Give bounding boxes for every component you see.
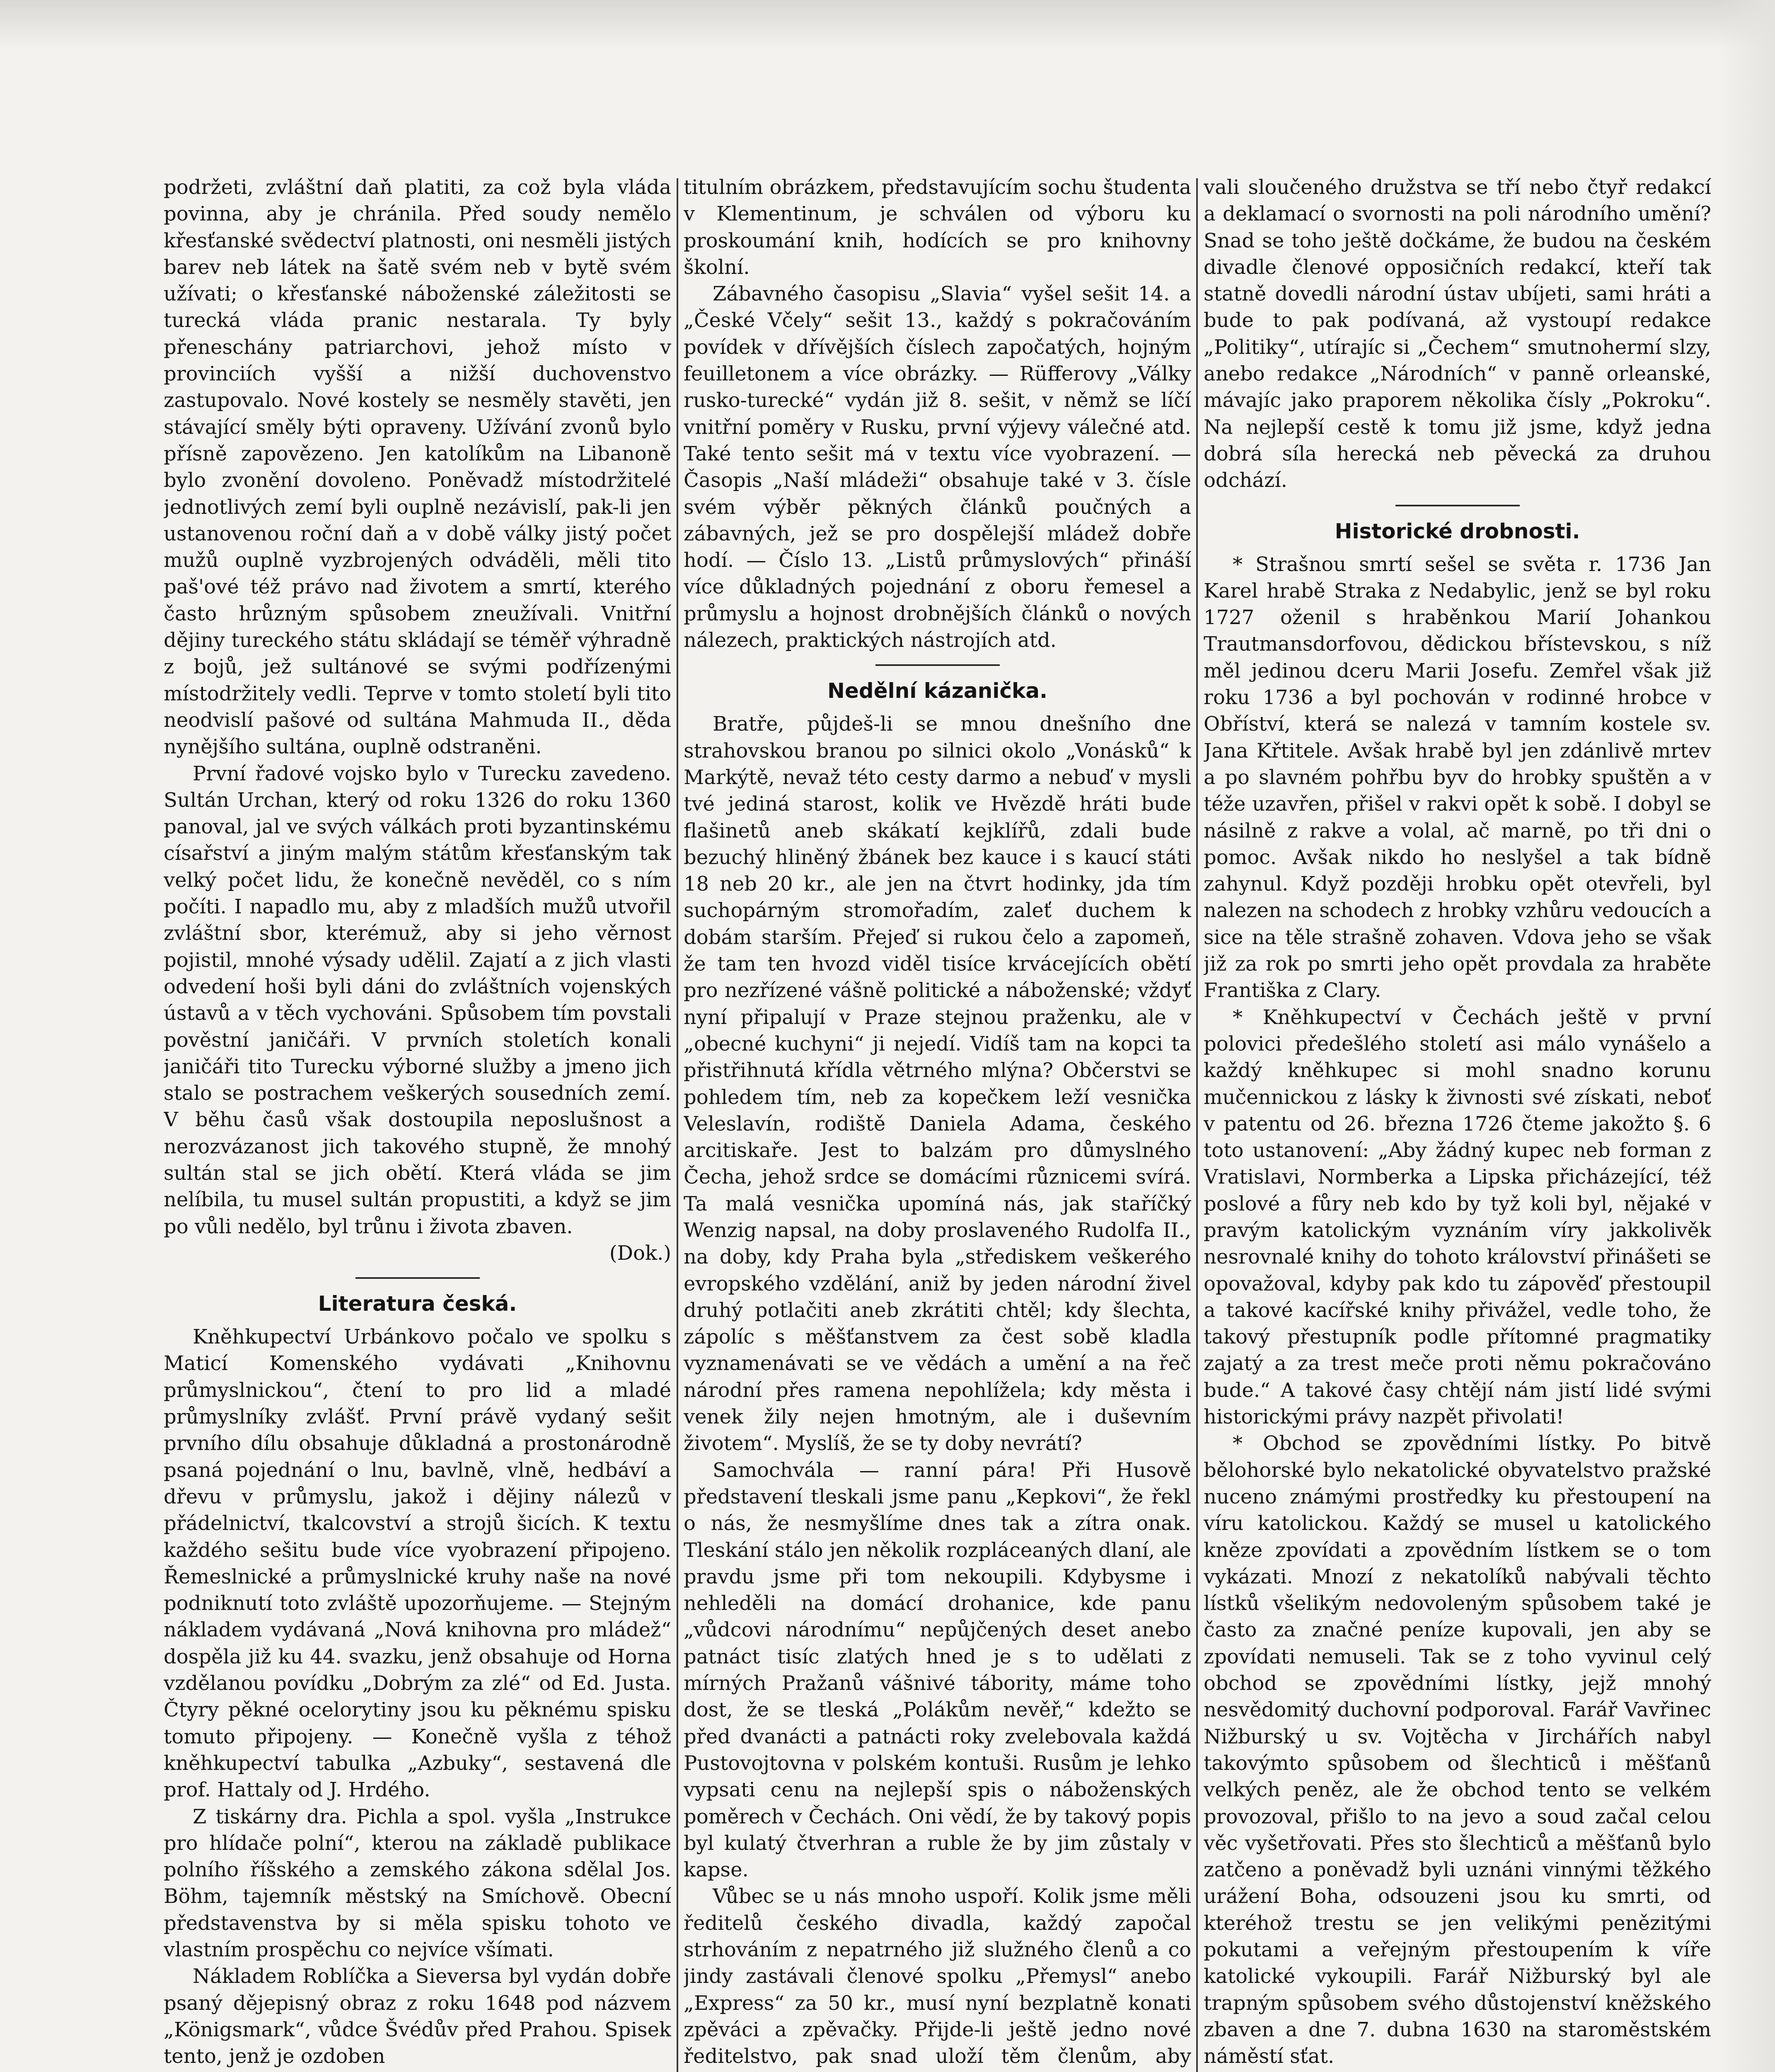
col1-paragraph-1: podržeti, zvláštní daň platiti, za což byla vláda povinna, aby je chránila. Před soudy nemělo křesťanské svědectví platnosti, oni nesměli jistých barev neb látek na šatě svém neb v bytě svém užívati; o křesťanské náboženské záležitosti se turecká vláda pranic nestarala. Ty byly přeneschány patriarchovi, jehož místo v provinciích vyšší a nižší duchovenstvo zastupovalo. Nové kostely se nesměly stavěti, jen stávající směly býti opraveny. Užívání zvonů bylo přísně zapovězeno. Jen katolíkům na Libanoně bylo zvonění dovoleno. Poněvadž místodržitelé jednotlivých zemí byli ouplně nezávislí, pak-li jen ustanovenou roční daň a v době války jistý počet mužů ouplně vyzbrojených odváděli, měli tito paš'ové též právo nad životem a smrtí, kterého často hrůzným spůsobem zneužívali. Vnitřní dějiny tureckého státu skládají se téměř výhradně z bojů, jež sultánové se svými podřízenými místodržitely vedli. Teprve v tomto století byli tito neodvislí pašové od sultána Mahmuda II., děda nynějšího sultána, ouplně odstraněni.	[164, 176, 671, 759]
scan-top-shadow	[0, 0, 1775, 50]
col3-paragraph-1: vali sloučeného družstva se tří nebo čtyř redakcí a deklamací o svornosti na poli národního umění? Snad se toho ještě dočkáme, že budou na českém divadle členové opposičních redakcí, kteří tak statně dovedli národní ústav ubíjeti, sami hráti a bude to pak podívaná, až vystoupí redakce „Politiky“, utírajíc si „Čechem“ smutnohermí slzy, anebo redakce „Národních“ v panně orleanské, mávajíc jako praporem několika čísly „Pokroku“. Na nejlepší cestě k tomu již jsme, když jedna dobrá síla herecká neb pěvecká za druhou odchází.	[1204, 176, 1711, 492]
section-divider	[355, 1277, 480, 1279]
scan-right-shadow	[1717, 0, 1775, 2072]
col2-paragraph-3: Bratře, půjdeš-li se mnou dnešního dne strahovskou branou po silnici okolo „Vonásků“ k Markýtě, nevaž této cesty darmo a nebuď v mysli tvé jediná starost, kolik ve Hvězdě hráti bude flašinetů aneb skákatí kejklířů, zdali bude bezuchý hliněný žbánek bez kauce i s kaucí státi 18 neb 20 kr., ale jen na čtvrt hodinky, jda tím suchopárným stromořadím, zaleť duchem k dobám starším. Přejeď si rukou čelo a zapomeň, že tam ten hvozd viděl tisíce krvácejících obětí pro nezřízené vášně politické a náboženské; vždyť nyní připalují v Praze stejnou praženku, ale v „obecné kuchyni“ ji nejedí. Vidíš tam na kopci ta přistřihnutá křídla větrného mlýna? Občerstvi se pohledem tím, neb za kopečkem leží vesnička Veleslavín, rodiště Daniela Adama, českého arcitiskaře. Jest to balzám pro důmyslného Čecha, jehož srdce se domácími různicemi svírá. Ta malá vesnička upomíná nás, jak staříčký Wenzig napsal, na doby proslaveného Rudolfa II., na doby, kdy Praha byla „střediskem veškerého evropského vzdělání, aniž by jeden národní živel druhý potlačiti aneb zkrátiti chtěl; kdy šlechta, zápolíc s měšťanstvem za čest sobě kladla vyznamenávati se ve vědách a umění a na řeč národní přes ramena nepohlížela; kdy města i venek žily nejen hmotným, ale i duševním životem“. Myslíš, že se ty doby nevrátí?	[684, 712, 1191, 1455]
column-3	[1204, 174, 1711, 2072]
section-heading-drobnosti: Historické drobnosti.	[1335, 519, 1580, 543]
section-heading-literatura: Literatura česká.	[318, 1292, 517, 1316]
newspaper-page	[164, 166, 1711, 2072]
col2-paragraph-1: titulním obrázkem, představujícím sochu študenta v Klementinum, je schválen od výboru ku proskoumání knih, hodících se pro knihovny školní.	[684, 176, 1191, 279]
section-divider	[1395, 505, 1520, 506]
col2-paragraph-2: Zábavného časopisu „Slavia“ vyšel sešit 14. a „České Včely“ sešit 13., každý s pokračováním povídek v dřívějších číslech započatých, hojným feuilletonem a více obrázky. — Rüfferovy „Války rusko-turecké“ vydán již 8. sešit, v němž se líčí vnitřní poměry v Rusku, první výjevy válečné atd. Také tento sešit má v textu více vyobrazení. — Časopis „Naší mládeži“ obsahuje také v 3. čísle svém výběr pěkných článků poučných a zábavných, jež se pro dospělejší mládež dobře hodí. — Číslo 13. „Listů průmyslových“ přináší více důkladných pojednání z oboru řemesel a průmyslu a hojnost drobnějších článků o nových nálezech, praktických nástrojích atd.	[684, 282, 1191, 652]
col1-paragraph-2: První řadové vojsko bylo v Turecku zavedeno. Sultán Urchan, který od roku 1326 do roku 1360 panoval, jal ve svých válkách proti byzantinskému císařství a jiným malým státům křesťanským tak velký počet lidu, že konečně nevěděl, co s ním počíti. I napadlo mu, aby z mladších mužů utvořil zvláštní sbor, kterémuž, aby si jeho věrnost pojistil, mnohé výsady udělil. Zajatí a z jich vlasti odvedení hoši byli dáni do zvláštních vojenských ústavů a v těch vychováni. Spůsobem tím povstali pověstní janičáři. V prvních stoletích konali janičáři tito Turecku výborné služby a jmeno jich stalo se postrachem veškerých sousedních zemí. V běhu časů však dostoupila neposlušnost a nerozvázanost jich takového stupně, že mnohý sultán stal se jich obětí. Která vláda se jim nelíbila, tu musel sultán propustiti, a když se jim po vůli nedělo, byl trůnu i života zbaven.	[164, 762, 671, 1238]
column-1	[164, 174, 671, 2072]
col2-paragraph-4: Samochvála — ranní pára! Při Husově představení tleskali jsme panu „Kepkovi“, že řekl o nás, že nesmyšlíme dnes tak a zítra onak. Tleskání stálo jen několik rozpláceaných dlaní, ale pravdu jsme při tom nekoupili. Kdybysme i nehleděli na domácí drohanice, kde panu „vůdcovi národnímu“ nepůjčených deset anebo patnáct tisíc zlatých hned je s to udělati z mírných Pražanů vášnivé tábority, máme toho dost, že se tleská „Polákům nevěř,“ kdežto se před dvanácti a patnácti roky zvelebovala každá Pustovojtovna v polském kontuši. Rusům je lehko vypsati cenu na nejlepší spis o náboženských poměrech v Čechách. Oni vědí, že by takový popis byl kulatý čtverhran a ruble že by jim zůstaly v kapse.	[684, 1458, 1191, 1882]
col1-paragraph-4: Z tiskárny dra. Pichla a spol. vyšla „Instrukce pro hlídače polní“, kterou na základě publikace polního říšského a zemského zákona sdělal Jos. Böhm, tajemník městský na Smíchově. Obecní představenstva by si měla spisku tohoto ve vlastním prospěchu co nejvíce všímati.	[164, 1805, 671, 1961]
col2-paragraph-5: Vůbec se u nás mnoho uspoří. Kolik jsme měli ředitelů českého divadla, každý započal strhováním z nepatrného již služného členů a co jindy zastávali členové spolku „Přemysl“ anebo „Express“ za 50 kr., musí nyní bezplatně konati zpěváci a zpěvačky. Přijde-li ještě jedno nové ředitelstvo, pak snad uloží těm členům, aby	[684, 1885, 1191, 2068]
column-rule-1	[677, 178, 678, 2072]
col1-paragraph-5: Nákladem Roblíčka a Sieversa byl vydán dobře psaný dějepisný obraz z roku 1648 pod názvem „Königsmark“, vůdce Švédův před Prahou. Spisek tento, jenž je ozdoben	[164, 1965, 671, 2068]
col1-paragraph-3: Kněhkupectví Urbánkovo počalo ve spolku s Maticí Komenského vydávati „Knihovnu průmyslnickou“, čtení to pro lid a mladé průmyslníky zvlášť. První právě vydaný sešit prvního dílu obsahuje důkladná a prostonárodně psaná pojednání o lnu, bavlně, vlně, hedbáví a dřevu v průmyslu, jakož i dějiny nálezů v přádelnictví, tkalcovství a strojů šicích. K textu každého sešitu bude více vyobrazení připojeno. Řemeslnické a průmyslnické kruhy naše na nové podniknutí toto zvláště upozorňujeme. — Stejným nákladem vydávaná „Nová knihovna pro mládež“ dospěla již ku 44. svazku, jenž obsahuje od Horna vzdělanou povídku „Dobrým za zlé“ od Ed. Justa. Čtyry pěkné ocelorytiny jsou ku pěknému spisku tomuto připojeny. — Konečně vyšla z téhož kněhkupectví tabulka „Azbuky“, sestavená dle prof. Hattaly od J. Hrdého.	[164, 1325, 671, 1802]
column-rule-2	[1196, 178, 1198, 2072]
col3-paragraph-4: * Obchod se zpovědními lístky. Po bitvě bělohorské bylo nekatolické obyvatelstvo pražské nuceno známými prostředky ku přestoupení na víru katolickou. Každý se musel u katolického kněze zpovídati a zpovědním lístkem se o tom vykázati. Mnozí z nekatolíků nabývali těchto lístků všelikým nedovoleným spůsobem také je často za značné peníze kupovali, jen aby se zpovídati nemuseli. Tak se z toho vyvinul celý obchod se zpovědními lístky, jejž mnohý nesvědomitý duchovní podporoval. Farář Vavřinec Nižburský u sv. Vojtěcha v Jirchářích nabyl takovýmto spůsobem od šlechticů i měšťanů velkých peněz, ale že obchod tento se velkém provozoval, přišlo to na jevo a soud začal celou věc vyšetřovati. Přes sto šlechticů a měšťanů bylo zatčeno a poněvadž byli uznáni vinnými těžkého urážení Boha, odsouzeni jsou ku smrti, od kteréhož trestu se jen velikými penězitými pokutami a veřejným přestoupením k víře katolické vykoupili. Farář Nižburský byl ale trapným spůsobem svého důstojenství kněžského zbaven a dne 7. dubna 1630 na staroměstském náměstí sťat.	[1204, 1432, 1711, 2068]
col3-paragraph-3: * Kněhkupectví v Čechách ještě v první polovici předešlého století asi málo vynášelo a každý kněhkupec si mohl snadno korunu mučennickou z lásky k živnosti své získati, neboť v patentu od 26. března 1726 čteme jakožto §. 6 toto ustanovení: „Aby žádný kupec neb forman z Vratislavi, Normberka a Lipska přicházející, též poslové a fůry neb kdo by tyž koli byl, nějaké v pravým katolickým vyznáním víry jakkolivěk nesrovnalé knihy do tohoto království přinášeti se opovažoval, kdyby pak kdo tu zápověď přestoupil a takové kacířské knihy přivážel, vedle toho, že takový přestupník podle přítomné pragmatiky zajatý a za trest meče proti němu pokračováno bude.“ A takové časy chtějí nám jistí lidé svými historickými právy nazpět přivolati!	[1204, 1005, 1711, 1429]
column-2	[684, 174, 1191, 2072]
col1-continued-marker: (Dok.)	[609, 1241, 671, 1265]
section-divider	[875, 664, 1000, 666]
section-heading-kazanicka: Nedělní kázanička.	[827, 679, 1047, 703]
col3-paragraph-2: * Strašnou smrtí sešel se světa r. 1736 Jan Karel hrabě Straka z Nedabylic, jenž se byl roku 1727 oženil s hraběnkou Marií Johankou Trautmansdorfovou, dědickou břístevskou, s níž měl jedinou dceru Marii Josefu. Zemřel však již roku 1736 a byl pochován v rodinné hrobce v Obříství, která se nalezá v tamním kostele sv. Jana Křtitele. Avšak hrabě byl jen zdánlivě mrtev a po slavném pohřbu byv do hrobky spuštěn a v téže uzavřen, přišel v rakvi opět k sobě. I dobyl se násilně z rakve a volal, ač marně, po tři dni o pomoc. Avšak nikdo ho neslyšel a tak bídně zahynul. Když později hrobku opět otevřeli, byl nalezen na schodech z hrobky vzhůru vedoucích a sice na těle strašně zohaven. Vdova jeho se však již za rok po smrti jeho opět provdala za hraběte Františka z Clary.	[1204, 552, 1711, 1002]
